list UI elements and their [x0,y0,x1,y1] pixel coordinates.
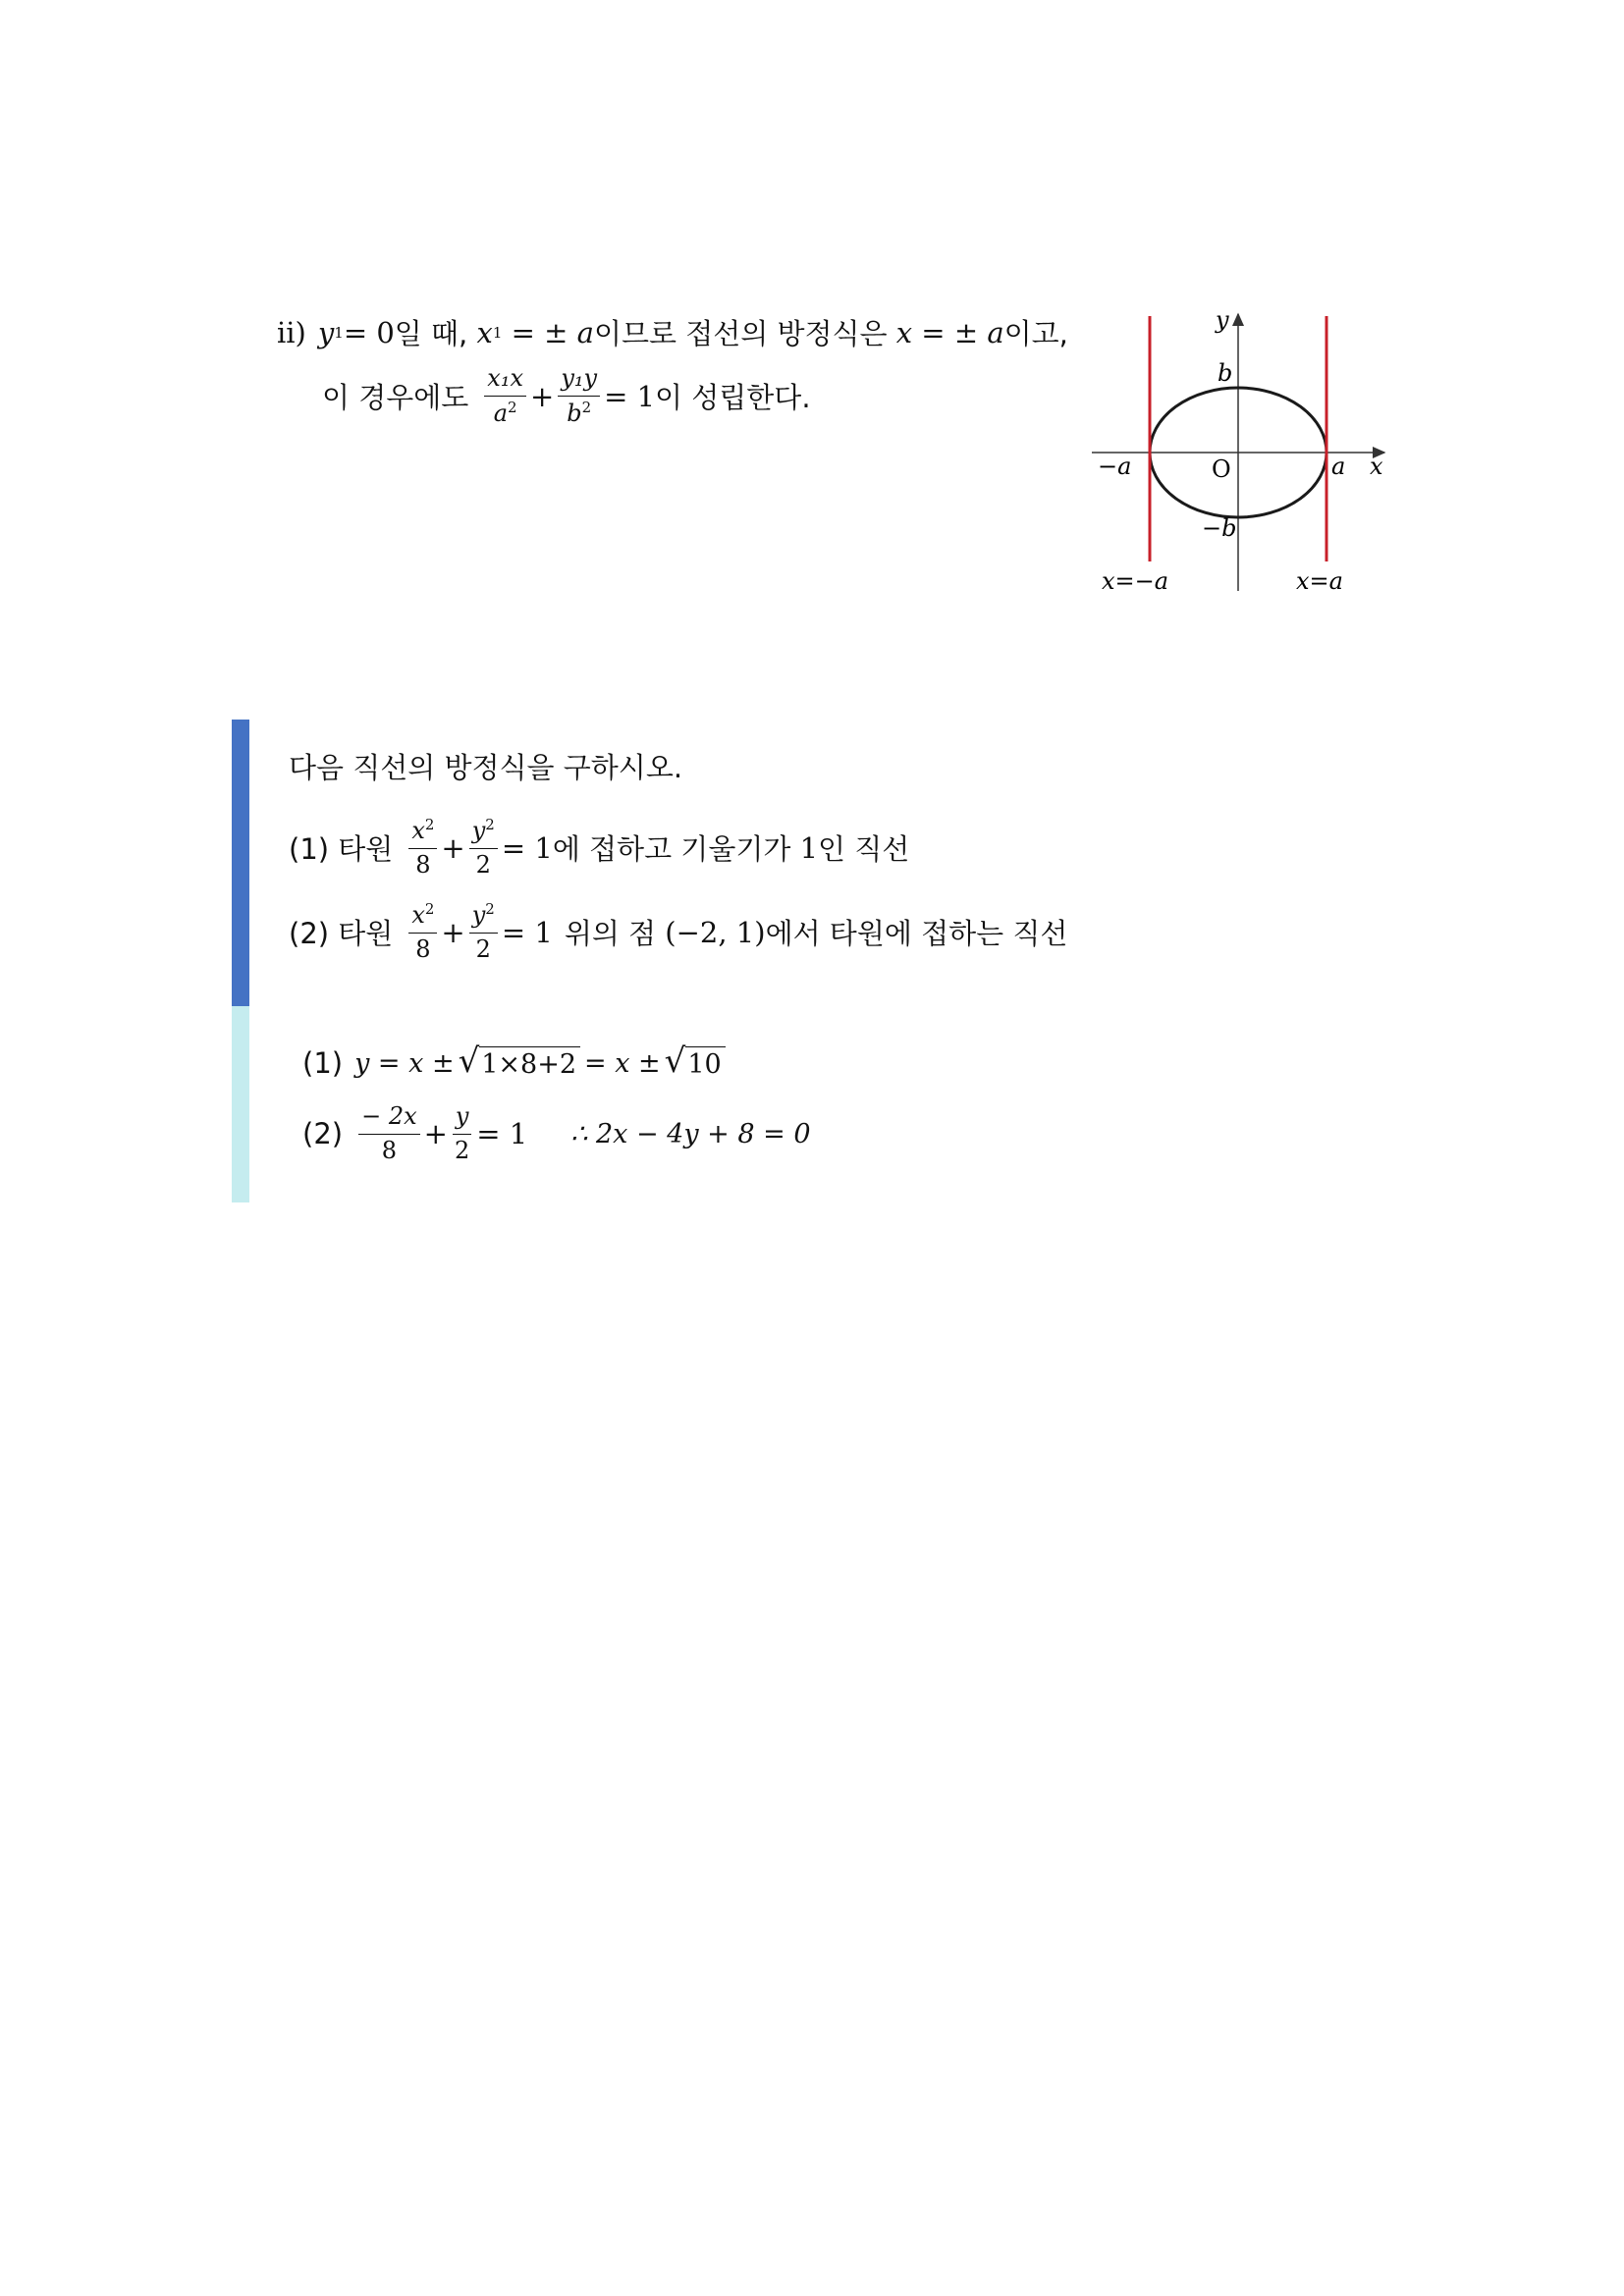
fraction-numerator: x [411,901,425,929]
fraction-x1x-over-a2 [484,365,526,427]
plus-sign: + [530,379,555,413]
fraction-numerator-sup: 2 [424,900,435,918]
fraction-numerator: y₁y [558,365,600,397]
case-ii-line-2 [322,365,811,427]
fraction-numerator: − 2x [358,1103,420,1135]
tangent-x: x [895,315,913,349]
fraction-denominator: 2 [475,850,491,879]
a-label: a [1331,453,1346,480]
fraction-denominator: 8 [415,934,431,963]
case-line2-text-2: 이 성립한다. [655,381,811,415]
item-text-2: 에서 타원에 접하는 직선 [765,917,1068,951]
fraction-numerator: x₁x [484,365,526,397]
fraction-denominator: 8 [415,850,431,879]
plus-sign: + [441,915,465,949]
y-axis-label: y [1216,306,1229,334]
radical-icon: √ [664,1041,686,1081]
item-text-2: 인 직선 [818,832,910,867]
neg-b-label: −b [1202,514,1237,542]
fraction-denominator: 8 [381,1136,397,1164]
fraction-numerator-sup: 2 [424,816,435,833]
right-line-label: x=a [1296,567,1343,595]
condition-sub: 1 [334,323,344,342]
x1-sub: 1 [492,323,503,342]
ellipse-tangent-figure [1080,304,1404,599]
plus-sign: + [441,830,465,865]
problem-item-2 [289,901,1067,963]
fraction-denominator: 2 [475,934,491,963]
answer-label: (2) [302,1117,344,1151]
sqrt-body: 10 [685,1046,725,1080]
case-line2-text-1: 이 경우에도 [322,381,469,415]
fraction-y2-over-2 [469,901,498,963]
equals-one: = 1 [501,915,553,949]
item-text-1: 에 접하고 기울기가 [552,832,800,867]
fraction-denominator: a [493,399,509,427]
case-ii-line-1 [277,312,1068,352]
fraction-numerator: y [453,1103,472,1135]
fraction-denominator: b [567,399,582,427]
plus-sign: + [423,1117,448,1151]
condition-lhs: y [317,315,335,349]
x1-rhs: = ± [502,315,577,349]
fraction-neg2x-over-8 [358,1103,420,1164]
item-label: (1) 타원 [289,832,394,867]
sqrt-body: 1×8+2 [479,1046,580,1080]
answer-lhs: y = x ± [354,1047,455,1079]
fraction-y2-over-2 [469,817,498,879]
fraction-numerator: y [471,817,486,844]
tangent-a: a [987,315,1004,349]
item-text-1: 위의 점 [564,917,666,951]
answer-mid: = x ± [584,1047,661,1079]
point-coordinates: (−2, 1) [665,915,766,949]
left-line-label: x=−a [1102,567,1169,595]
case-text-1: 일 때, [394,317,477,350]
condition-rhs: = 0 [343,315,395,349]
fraction-numerator-sup: 2 [485,816,495,833]
fraction-denominator-sup: 2 [508,398,517,416]
fraction-denominator: 2 [454,1136,470,1164]
fraction-denominator-sup: 2 [581,398,592,416]
answer-label: (1) [302,1046,344,1080]
case-text-3: 이고, [1003,317,1068,350]
fraction-numerator-sup: 2 [485,900,495,918]
therefore-equation: ∴ 2x − 4y + 8 = 0 [570,1118,811,1149]
answer-1 [302,1041,726,1081]
sqrt-expression [664,1041,726,1081]
fraction-numerator: x [411,817,425,844]
item-label: (2) 타원 [289,917,394,951]
problem-prompt [289,746,682,786]
fraction-numerator: y [471,901,486,929]
equals-one: = 1 [501,830,553,865]
tangent-rhs: = ± [912,315,988,349]
x-axis-label: x [1370,453,1383,480]
origin-label: O [1212,455,1231,483]
fraction-y-over-2 [452,1103,472,1164]
sqrt-expression [458,1041,580,1081]
x1-a: a [576,315,594,349]
fraction-y1y-over-b2 [558,365,600,427]
case-text-2: 이므로 접선의 방정식은 [593,317,896,350]
b-label: b [1218,359,1233,387]
case-marker: ii) [277,315,306,349]
equals-one: = 1 [604,379,656,413]
neg-a-label: −a [1098,453,1132,480]
answer-2 [302,1103,811,1164]
equals-one: = 1 [476,1117,528,1151]
radical-icon: √ [458,1041,480,1081]
problem-item-1 [289,817,909,879]
x1-lhs: x [476,315,493,349]
answer-bar [232,1006,249,1202]
fraction-x2-over-8 [408,901,437,963]
slope-value: 1 [799,830,819,865]
problem-bar [232,720,249,1006]
fraction-x2-over-8 [408,817,437,879]
problem-prompt-text: 다음 직선의 방정식을 구하시오. [289,751,683,784]
